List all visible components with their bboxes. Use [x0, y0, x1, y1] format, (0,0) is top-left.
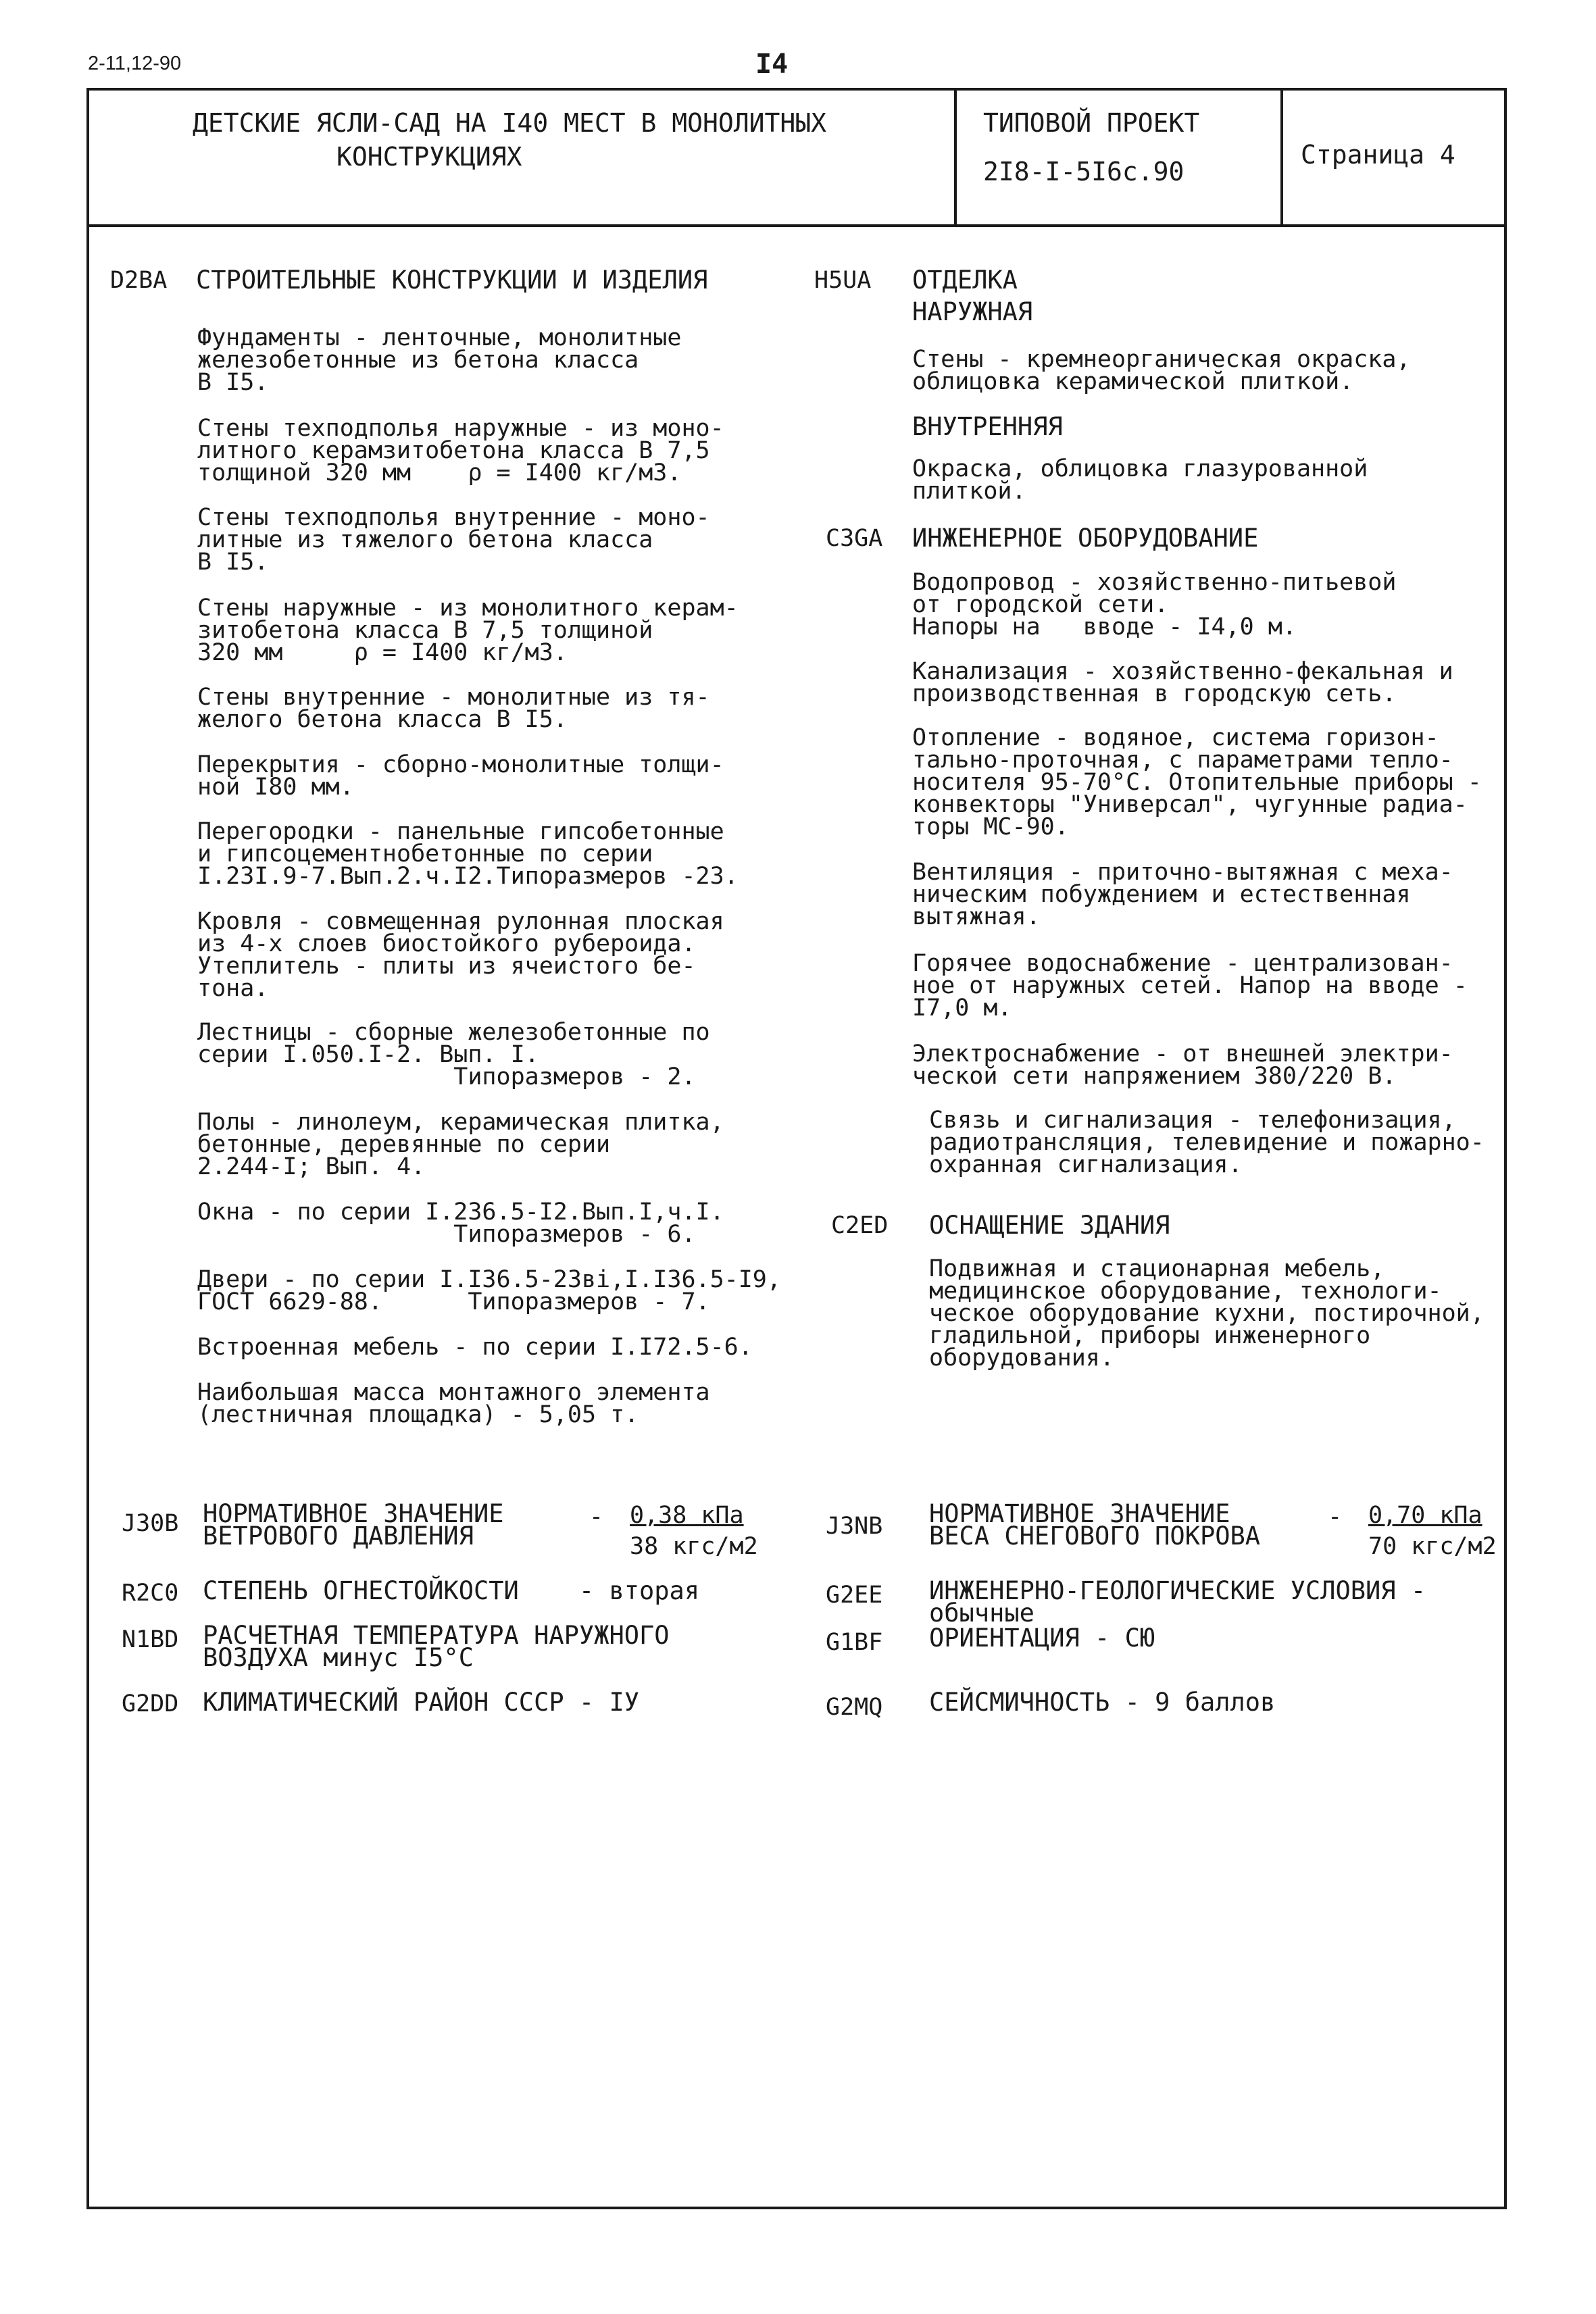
page-corner-code: 2-11,12-90: [88, 53, 182, 74]
engineering-item: Канализация - хозяйственно-фекальная и производственная в городскую сеть.: [912, 658, 1453, 707]
param-text-climate: КЛИМАТИЧЕСКИЙ РАЙОН СССР - IУ: [203, 1688, 640, 1717]
construction-item: Наибольшая масса монтажного элемента (лестничная площадка) - 5,05 т.: [197, 1379, 710, 1428]
param-dash-snow: -: [1328, 1503, 1343, 1530]
section-heading-engineering: ИНЖЕНЕРНОЕ ОБОРУДОВАНИЕ: [912, 524, 1259, 553]
construction-item: Перегородки - панельные гипсобетонные и гипсоцементнобетонные по серии I.23I.9-7.Вып.2.ч.I2.Типоразмеров -23.: [197, 818, 739, 890]
param-code-wind: J30B: [122, 1510, 179, 1537]
header-page-label: Страница 4: [1301, 140, 1455, 170]
engineering-item: Горячее водоснабжение - централизован- ное от наружных сетей. Напор на вводе - I7,0 м.: [912, 950, 1468, 1022]
finish-subheading-inner: ВНУТРЕННЯЯ: [912, 412, 1063, 441]
param-label-snow: НОРМАТИВНОЕ ЗНАЧЕНИЕ ВЕСА СНЕГОВОГО ПОКРОВА: [929, 1499, 1261, 1551]
header-col-divider-2: [1280, 88, 1283, 226]
param-text-seismic: СЕЙСМИЧНОСТЬ - 9 баллов: [929, 1688, 1276, 1717]
engineering-item: Вентиляция - приточно-вытяжная с меха- ническим побуждением и естественная вытяжная.: [912, 859, 1453, 930]
engineering-item: Водопровод - хозяйственно-питьевой от городской сети. Напоры на вводе - I4,0 м.: [912, 569, 1397, 640]
finish-subheading-outer: НАРУЖНАЯ: [912, 297, 1033, 326]
header-col-divider-1: [954, 88, 957, 226]
construction-item: Перекрытия - сборно-монолитные толщи- ной I80 мм.: [197, 751, 724, 801]
header-divider: [86, 224, 1507, 227]
param-value-snow-kgs: 70 кгс/м2: [1368, 1533, 1497, 1560]
construction-item: Стены наружные - из монолитного керам- зитобетона класса В 7,5 толщиной 320 мм ρ = I400 кг/м3.: [197, 595, 739, 666]
param-code-seismic: G2MQ: [826, 1694, 883, 1721]
finish-inner-text: Окраска, облицовка глазурованной плиткой.: [912, 455, 1368, 505]
engineering-item: Электроснабжение - от внешней электри- ческой сети напряжением 380/220 В.: [912, 1040, 1453, 1090]
finish-outer-text: Стены - кремнеорганическая окраска, облицовка керамической плиткой.: [912, 346, 1411, 395]
construction-item: Фундаменты - ленточные, монолитные железобетонные из бетона класса В I5.: [197, 324, 682, 396]
param-text-temp: РАСЧЕТНАЯ ТЕМПЕРАТУРА НАРУЖНОГО ВОЗДУХА минус I5°С: [203, 1621, 670, 1672]
param-code-geo: G2EE: [826, 1582, 883, 1609]
param-label-wind: НОРМАТИВНОЕ ЗНАЧЕНИЕ ВЕТРОВОГО ДАВЛЕНИЯ: [203, 1499, 504, 1551]
param-text-fire: СТЕПЕНЬ ОГНЕСТОЙКОСТИ - вторая: [203, 1576, 700, 1605]
param-dash-wind: -: [589, 1503, 604, 1530]
section-code-construction: D2BA: [110, 267, 168, 294]
engineering-item: Отопление - водяное, система горизон- тально-проточная, с параметрами тепло- носителя 95-70°С. Отопительные приборы - конвекторы "Универсал", чугунные радиа- торы МС-90.: [912, 724, 1482, 840]
section-heading-construction: СТРОИТЕЛЬНЫЕ КОНСТРУКЦИИ И ИЗДЕЛИЯ: [196, 266, 708, 295]
construction-item: Кровля - совмещенная рулонная плоская из 4-х слоев биостойкого рубероида. Утеплитель - плиты из ячеистого бе- тона.: [197, 908, 724, 1002]
construction-item: Стены техподполья внутренние - моно- литные из тяжелого бетона класса В I5.: [197, 504, 710, 576]
construction-item: Встроенная мебель - по серии I.I72.5-6.: [197, 1334, 753, 1361]
construction-item: Лестницы - сборные железобетонные по серии I.050.I-2. Вып. I. Типоразмеров - 2.: [197, 1019, 710, 1090]
header-title-line1: ДЕТСКИЕ ЯСЛИ-САД НА I40 МЕСТ В МОНОЛИТНЫХ: [193, 108, 826, 138]
section-code-engineering: C3GA: [826, 525, 883, 552]
param-code-snow: J3NB: [826, 1513, 883, 1540]
param-code-temp: N1BD: [122, 1626, 179, 1653]
section-code-finish: H5UA: [814, 267, 872, 294]
construction-item: Стены внутренние - монолитные из тя- желого бетона класса В I5.: [197, 684, 710, 733]
header-project-number: 2I8-I-5I6с.90: [983, 157, 1184, 186]
page-number: I4: [755, 49, 789, 80]
section-code-equipment: C2ED: [831, 1212, 889, 1239]
param-value-wind-kpa: 0,38 кПа: [630, 1502, 744, 1529]
section-heading-equipment: ОСНАЩЕНИЕ ЗДАНИЯ: [929, 1211, 1170, 1240]
header-project-label: ТИПОВОЙ ПРОЕКТ: [983, 108, 1200, 138]
construction-item: Окна - по серии I.236.5-I2.Вып.I,ч.I. Типоразмеров - 6.: [197, 1199, 724, 1248]
engineering-item: Связь и сигнализация - телефонизация, радиотрансляция, телевидение и пожарно- охранная сигнализация.: [929, 1107, 1485, 1178]
param-text-orient: ОРИЕНТАЦИЯ - СЮ: [929, 1624, 1155, 1653]
section-heading-finish: ОТДЕЛКА: [912, 266, 1018, 295]
param-value-snow-kpa: 0,70 кПа: [1368, 1502, 1482, 1529]
construction-item: Стены техподполья наружные - из моно- литного керамзитобетона класса В 7,5 толщиной 320 мм ρ = I400 кг/м3.: [197, 415, 724, 486]
param-text-geo: ИНЖЕНЕРНО-ГЕОЛОГИЧЕСКИЕ УСЛОВИЯ - обычные: [929, 1576, 1426, 1628]
construction-item: Двери - по серии I.I36.5-23ві,I.I36.5-I9, ГОСТ 6629-88. Типоразмеров - 7.: [197, 1266, 781, 1315]
param-code-orient: G1BF: [826, 1629, 883, 1656]
param-code-climate: G2DD: [122, 1690, 179, 1717]
param-value-wind-kgs: 38 кгс/м2: [630, 1533, 758, 1560]
equipment-text: Подвижная и стационарная мебель, медицинское оборудование, технологи- ческое оборудование кухни, постирочной, гладильной, приборы инженерного оборудования.: [929, 1255, 1485, 1372]
header-title-line2: КОНСТРУКЦИЯХ: [336, 142, 522, 172]
param-code-fire: R2C0: [122, 1580, 179, 1607]
construction-item: Полы - линолеум, керамическая плитка, бетонные, деревянные по серии 2.244-I; Вып. 4.: [197, 1109, 724, 1180]
